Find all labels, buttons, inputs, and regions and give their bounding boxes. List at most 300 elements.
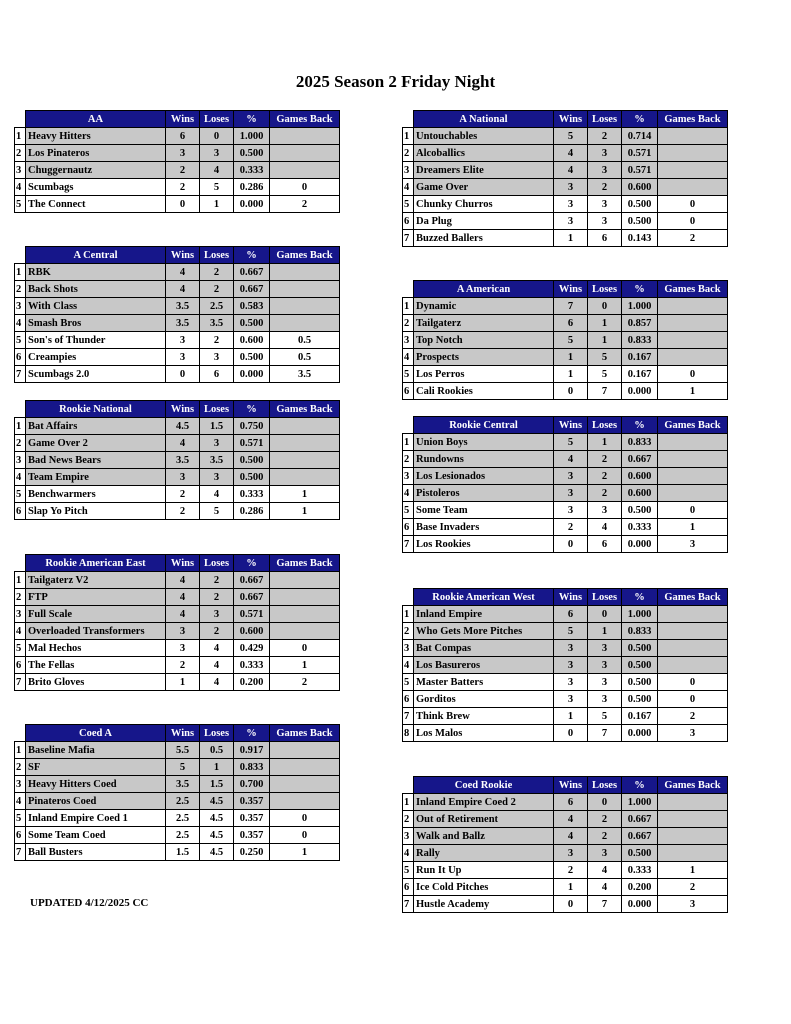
loses-header: Loses bbox=[200, 725, 234, 742]
win-pct: 0.500 bbox=[622, 213, 658, 230]
win-pct: 1.000 bbox=[622, 606, 658, 623]
table-row bbox=[15, 503, 340, 520]
division-name: Rookie American West bbox=[414, 589, 554, 606]
loses: 2 bbox=[588, 179, 622, 196]
team-name: Los Perros bbox=[414, 366, 554, 383]
wins: 4 bbox=[166, 572, 200, 589]
table-header-row bbox=[403, 111, 728, 128]
table-row bbox=[403, 451, 728, 468]
loses: 4.5 bbox=[200, 827, 234, 844]
table-row bbox=[403, 485, 728, 502]
loses: 2 bbox=[588, 128, 622, 145]
win-pct: 0.833 bbox=[234, 759, 270, 776]
team-name: Think Brew bbox=[414, 708, 554, 725]
games-back: 1 bbox=[270, 486, 340, 503]
win-pct: 0.571 bbox=[234, 435, 270, 452]
team-name: Walk and Ballz bbox=[414, 828, 554, 845]
rank: 4 bbox=[403, 485, 414, 502]
division-name: A Central bbox=[26, 247, 166, 264]
table-header-row bbox=[15, 725, 340, 742]
loses: 1 bbox=[588, 332, 622, 349]
table-row bbox=[403, 879, 728, 896]
standings-table-coed-a bbox=[14, 724, 340, 861]
wins: 2.5 bbox=[166, 810, 200, 827]
loses: 2 bbox=[588, 468, 622, 485]
wins-header: Wins bbox=[166, 555, 200, 572]
rank: 5 bbox=[403, 502, 414, 519]
header-blank bbox=[403, 281, 414, 298]
loses: 3.5 bbox=[200, 452, 234, 469]
header-blank bbox=[15, 111, 26, 128]
team-name: Top Notch bbox=[414, 332, 554, 349]
loses: 4 bbox=[588, 519, 622, 536]
win-pct: 0.000 bbox=[234, 196, 270, 213]
wins: 4 bbox=[554, 811, 588, 828]
header-blank bbox=[15, 555, 26, 572]
games-back bbox=[658, 298, 728, 315]
header-blank bbox=[15, 401, 26, 418]
loses: 4.5 bbox=[200, 844, 234, 861]
table-row bbox=[15, 640, 340, 657]
rank: 2 bbox=[403, 315, 414, 332]
loses: 2 bbox=[588, 485, 622, 502]
table-row bbox=[403, 519, 728, 536]
wins: 5 bbox=[554, 128, 588, 145]
loses: 4 bbox=[200, 657, 234, 674]
games-back-header: Games Back bbox=[270, 555, 340, 572]
rank: 4 bbox=[15, 793, 26, 810]
wins: 5 bbox=[166, 759, 200, 776]
table-row bbox=[15, 315, 340, 332]
games-back: 0 bbox=[658, 213, 728, 230]
win-pct: 0.000 bbox=[622, 725, 658, 742]
team-name: Bad News Bears bbox=[26, 452, 166, 469]
rank: 3 bbox=[403, 640, 414, 657]
loses: 7 bbox=[588, 896, 622, 913]
games-back bbox=[658, 349, 728, 366]
wins: 5 bbox=[554, 332, 588, 349]
table-row bbox=[15, 281, 340, 298]
wins: 3 bbox=[554, 691, 588, 708]
team-name: Prospects bbox=[414, 349, 554, 366]
win-pct: 0.571 bbox=[234, 606, 270, 623]
team-name: Run It Up bbox=[414, 862, 554, 879]
rank: 6 bbox=[403, 213, 414, 230]
rank: 7 bbox=[15, 674, 26, 691]
loses: 3 bbox=[588, 640, 622, 657]
wins: 3 bbox=[554, 196, 588, 213]
loses: 2 bbox=[588, 811, 622, 828]
division-name: A American bbox=[414, 281, 554, 298]
loses: 1 bbox=[200, 196, 234, 213]
loses: 1 bbox=[588, 434, 622, 451]
win-pct: 0.000 bbox=[234, 366, 270, 383]
win-pct: 0.143 bbox=[622, 230, 658, 247]
win-pct: 0.833 bbox=[622, 332, 658, 349]
loses: 5 bbox=[200, 179, 234, 196]
win-pct: 0.600 bbox=[622, 179, 658, 196]
loses: 3 bbox=[588, 691, 622, 708]
team-name: Team Empire bbox=[26, 469, 166, 486]
table-row bbox=[15, 759, 340, 776]
wins-header: Wins bbox=[554, 417, 588, 434]
win-pct: 0.500 bbox=[622, 640, 658, 657]
games-back bbox=[270, 452, 340, 469]
standings-table-a-american bbox=[402, 280, 728, 400]
games-back: 3 bbox=[658, 725, 728, 742]
team-name: Out of Retirement bbox=[414, 811, 554, 828]
loses: 0 bbox=[588, 794, 622, 811]
win-pct: 0.357 bbox=[234, 827, 270, 844]
rank: 1 bbox=[403, 128, 414, 145]
win-pct: 0.357 bbox=[234, 810, 270, 827]
table-row bbox=[15, 366, 340, 383]
wins: 3.5 bbox=[166, 452, 200, 469]
wins: 2 bbox=[554, 519, 588, 536]
games-back bbox=[658, 828, 728, 845]
table-row bbox=[15, 810, 340, 827]
win-pct: 0.333 bbox=[622, 519, 658, 536]
pct-header: % bbox=[234, 111, 270, 128]
wins: 4 bbox=[166, 281, 200, 298]
table-row bbox=[15, 179, 340, 196]
loses: 2 bbox=[200, 572, 234, 589]
table-header-row bbox=[403, 777, 728, 794]
loses: 7 bbox=[588, 383, 622, 400]
table-row bbox=[15, 128, 340, 145]
rank: 1 bbox=[403, 606, 414, 623]
win-pct: 0.500 bbox=[622, 196, 658, 213]
table-row bbox=[15, 452, 340, 469]
table-header-row bbox=[15, 401, 340, 418]
rank: 3 bbox=[403, 468, 414, 485]
standings-table-a-national bbox=[402, 110, 728, 247]
games-back bbox=[658, 434, 728, 451]
wins-header: Wins bbox=[166, 247, 200, 264]
team-name: Pinateros Coed bbox=[26, 793, 166, 810]
wins: 5 bbox=[554, 434, 588, 451]
rank: 2 bbox=[403, 623, 414, 640]
team-name: Dreamers Elite bbox=[414, 162, 554, 179]
games-back: 0 bbox=[658, 366, 728, 383]
rank: 4 bbox=[403, 179, 414, 196]
games-back bbox=[658, 794, 728, 811]
loses: 3 bbox=[200, 145, 234, 162]
team-name: Base Invaders bbox=[414, 519, 554, 536]
rank: 1 bbox=[15, 264, 26, 281]
wins: 3.5 bbox=[166, 776, 200, 793]
games-back bbox=[658, 332, 728, 349]
games-back: 1 bbox=[270, 503, 340, 520]
loses-header: Loses bbox=[588, 589, 622, 606]
games-back: 0 bbox=[658, 502, 728, 519]
rank: 5 bbox=[15, 332, 26, 349]
games-back bbox=[658, 468, 728, 485]
header-blank bbox=[403, 417, 414, 434]
loses-header: Loses bbox=[588, 417, 622, 434]
team-name: Who Gets More Pitches bbox=[414, 623, 554, 640]
games-back bbox=[658, 811, 728, 828]
team-name: Da Plug bbox=[414, 213, 554, 230]
team-name: Bat Compas bbox=[414, 640, 554, 657]
wins: 3 bbox=[554, 674, 588, 691]
win-pct: 0.667 bbox=[234, 572, 270, 589]
wins: 4 bbox=[166, 435, 200, 452]
loses: 4.5 bbox=[200, 793, 234, 810]
rank: 7 bbox=[15, 844, 26, 861]
win-pct: 0.357 bbox=[234, 793, 270, 810]
table-row bbox=[403, 468, 728, 485]
table-row bbox=[403, 896, 728, 913]
win-pct: 0.200 bbox=[234, 674, 270, 691]
team-name: Creampies bbox=[26, 349, 166, 366]
team-name: Chunky Churros bbox=[414, 196, 554, 213]
team-name: Some Team Coed bbox=[26, 827, 166, 844]
wins: 3 bbox=[554, 845, 588, 862]
games-back: 0 bbox=[270, 810, 340, 827]
division-name: Rookie American East bbox=[26, 555, 166, 572]
rank: 4 bbox=[15, 315, 26, 332]
win-pct: 0.700 bbox=[234, 776, 270, 793]
table-row bbox=[15, 418, 340, 435]
rank: 5 bbox=[15, 196, 26, 213]
table-row bbox=[15, 776, 340, 793]
games-back: 1 bbox=[658, 862, 728, 879]
win-pct: 0.500 bbox=[234, 452, 270, 469]
loses: 2 bbox=[200, 589, 234, 606]
team-name: Los Basureros bbox=[414, 657, 554, 674]
games-back: 0.5 bbox=[270, 332, 340, 349]
win-pct: 0.600 bbox=[234, 623, 270, 640]
team-name: Back Shots bbox=[26, 281, 166, 298]
wins: 0 bbox=[554, 896, 588, 913]
loses-header: Loses bbox=[588, 111, 622, 128]
table-header-row bbox=[403, 589, 728, 606]
loses: 5 bbox=[588, 366, 622, 383]
rank: 1 bbox=[15, 742, 26, 759]
wins: 6 bbox=[554, 794, 588, 811]
loses: 3 bbox=[588, 657, 622, 674]
header-blank bbox=[15, 725, 26, 742]
rank: 8 bbox=[403, 725, 414, 742]
pct-header: % bbox=[622, 111, 658, 128]
rank: 1 bbox=[403, 794, 414, 811]
rank: 2 bbox=[403, 451, 414, 468]
wins-header: Wins bbox=[554, 281, 588, 298]
team-name: Son's of Thunder bbox=[26, 332, 166, 349]
team-name: Ice Cold Pitches bbox=[414, 879, 554, 896]
rank: 5 bbox=[15, 810, 26, 827]
standings-table-coed-rookie bbox=[402, 776, 728, 913]
division-name: Rookie Central bbox=[414, 417, 554, 434]
table-row bbox=[403, 657, 728, 674]
wins-header: Wins bbox=[166, 111, 200, 128]
games-back bbox=[658, 640, 728, 657]
wins: 4 bbox=[554, 162, 588, 179]
table-row bbox=[403, 640, 728, 657]
wins: 2 bbox=[166, 179, 200, 196]
table-row bbox=[15, 162, 340, 179]
table-row bbox=[403, 315, 728, 332]
table-row bbox=[15, 264, 340, 281]
loses-header: Loses bbox=[588, 281, 622, 298]
games-back: 3 bbox=[658, 896, 728, 913]
rank: 3 bbox=[403, 162, 414, 179]
games-back: 3 bbox=[658, 536, 728, 553]
loses: 2 bbox=[200, 264, 234, 281]
loses: 2 bbox=[200, 281, 234, 298]
games-back bbox=[658, 623, 728, 640]
loses: 3 bbox=[588, 162, 622, 179]
rank: 4 bbox=[403, 845, 414, 862]
table-row bbox=[403, 383, 728, 400]
games-back bbox=[270, 145, 340, 162]
games-back bbox=[270, 759, 340, 776]
loses: 3 bbox=[588, 674, 622, 691]
division-name: Coed A bbox=[26, 725, 166, 742]
wins: 4.5 bbox=[166, 418, 200, 435]
loses: 6 bbox=[588, 230, 622, 247]
loses: 6 bbox=[588, 536, 622, 553]
wins: 3 bbox=[166, 145, 200, 162]
wins: 0 bbox=[554, 725, 588, 742]
rank: 4 bbox=[15, 469, 26, 486]
rank: 2 bbox=[403, 145, 414, 162]
games-back bbox=[270, 162, 340, 179]
loses: 5 bbox=[588, 708, 622, 725]
games-back-header: Games Back bbox=[270, 401, 340, 418]
win-pct: 0.571 bbox=[622, 162, 658, 179]
win-pct: 0.286 bbox=[234, 179, 270, 196]
win-pct: 1.000 bbox=[622, 794, 658, 811]
pct-header: % bbox=[234, 247, 270, 264]
table-row bbox=[403, 213, 728, 230]
win-pct: 0.250 bbox=[234, 844, 270, 861]
games-back: 2 bbox=[270, 674, 340, 691]
loses: 0 bbox=[200, 128, 234, 145]
rank: 6 bbox=[403, 879, 414, 896]
games-back bbox=[270, 623, 340, 640]
team-name: Alcoballics bbox=[414, 145, 554, 162]
wins: 6 bbox=[166, 128, 200, 145]
wins: 1 bbox=[554, 349, 588, 366]
win-pct: 0.500 bbox=[234, 315, 270, 332]
wins: 3 bbox=[166, 332, 200, 349]
pct-header: % bbox=[234, 555, 270, 572]
team-name: SF bbox=[26, 759, 166, 776]
loses-header: Loses bbox=[200, 401, 234, 418]
wins: 3 bbox=[554, 640, 588, 657]
games-back bbox=[658, 606, 728, 623]
rank: 7 bbox=[403, 708, 414, 725]
games-back bbox=[270, 435, 340, 452]
games-back: 0 bbox=[658, 196, 728, 213]
rank: 6 bbox=[403, 383, 414, 400]
updated-note: UPDATED 4/12/2025 CC bbox=[30, 897, 149, 909]
wins: 5 bbox=[554, 623, 588, 640]
games-back bbox=[270, 418, 340, 435]
games-back bbox=[270, 606, 340, 623]
rank: 1 bbox=[403, 434, 414, 451]
games-back bbox=[270, 793, 340, 810]
wins: 2.5 bbox=[166, 827, 200, 844]
table-row bbox=[15, 844, 340, 861]
win-pct: 0.833 bbox=[622, 434, 658, 451]
loses: 1 bbox=[200, 759, 234, 776]
games-back: 0 bbox=[270, 827, 340, 844]
table-row bbox=[15, 606, 340, 623]
team-name: Game Over bbox=[414, 179, 554, 196]
team-name: Union Boys bbox=[414, 434, 554, 451]
win-pct: 0.833 bbox=[622, 623, 658, 640]
table-row bbox=[15, 589, 340, 606]
table-header-row bbox=[15, 555, 340, 572]
games-back-header: Games Back bbox=[658, 111, 728, 128]
rank: 6 bbox=[15, 657, 26, 674]
games-back-header: Games Back bbox=[270, 111, 340, 128]
table-row bbox=[403, 366, 728, 383]
team-name: Pistoleros bbox=[414, 485, 554, 502]
table-row bbox=[403, 862, 728, 879]
wins: 3.5 bbox=[166, 315, 200, 332]
table-row bbox=[403, 332, 728, 349]
table-row bbox=[15, 657, 340, 674]
team-name: Buzzed Ballers bbox=[414, 230, 554, 247]
loses: 1.5 bbox=[200, 776, 234, 793]
team-name: Full Scale bbox=[26, 606, 166, 623]
loses-header: Loses bbox=[200, 111, 234, 128]
standings-table-aa bbox=[14, 110, 340, 213]
games-back: 3.5 bbox=[270, 366, 340, 383]
table-header-row bbox=[403, 281, 728, 298]
win-pct: 0.667 bbox=[622, 828, 658, 845]
table-row bbox=[403, 606, 728, 623]
win-pct: 0.857 bbox=[622, 315, 658, 332]
table-row bbox=[15, 196, 340, 213]
table-row bbox=[403, 811, 728, 828]
rank: 7 bbox=[403, 230, 414, 247]
team-name: Tailgaterz bbox=[414, 315, 554, 332]
team-name: Ball Busters bbox=[26, 844, 166, 861]
win-pct: 0.667 bbox=[622, 451, 658, 468]
rank: 2 bbox=[15, 759, 26, 776]
team-name: Rally bbox=[414, 845, 554, 862]
table-header-row bbox=[15, 111, 340, 128]
win-pct: 0.500 bbox=[234, 469, 270, 486]
wins: 4 bbox=[554, 145, 588, 162]
table-row bbox=[403, 162, 728, 179]
loses: 4 bbox=[200, 674, 234, 691]
team-name: Gorditos bbox=[414, 691, 554, 708]
win-pct: 0.571 bbox=[622, 145, 658, 162]
win-pct: 0.500 bbox=[622, 845, 658, 862]
games-back bbox=[658, 162, 728, 179]
standings-table-rookie-central bbox=[402, 416, 728, 553]
loses: 3.5 bbox=[200, 315, 234, 332]
team-name: Game Over 2 bbox=[26, 435, 166, 452]
games-back bbox=[270, 128, 340, 145]
wins: 0 bbox=[166, 196, 200, 213]
games-back: 0 bbox=[270, 179, 340, 196]
division-name: Rookie National bbox=[26, 401, 166, 418]
page-title: 2025 Season 2 Friday Night bbox=[295, 72, 496, 91]
table-row bbox=[403, 230, 728, 247]
loses: 3 bbox=[200, 435, 234, 452]
team-name: RBK bbox=[26, 264, 166, 281]
rank: 4 bbox=[15, 623, 26, 640]
win-pct: 0.000 bbox=[622, 536, 658, 553]
rank: 5 bbox=[403, 196, 414, 213]
